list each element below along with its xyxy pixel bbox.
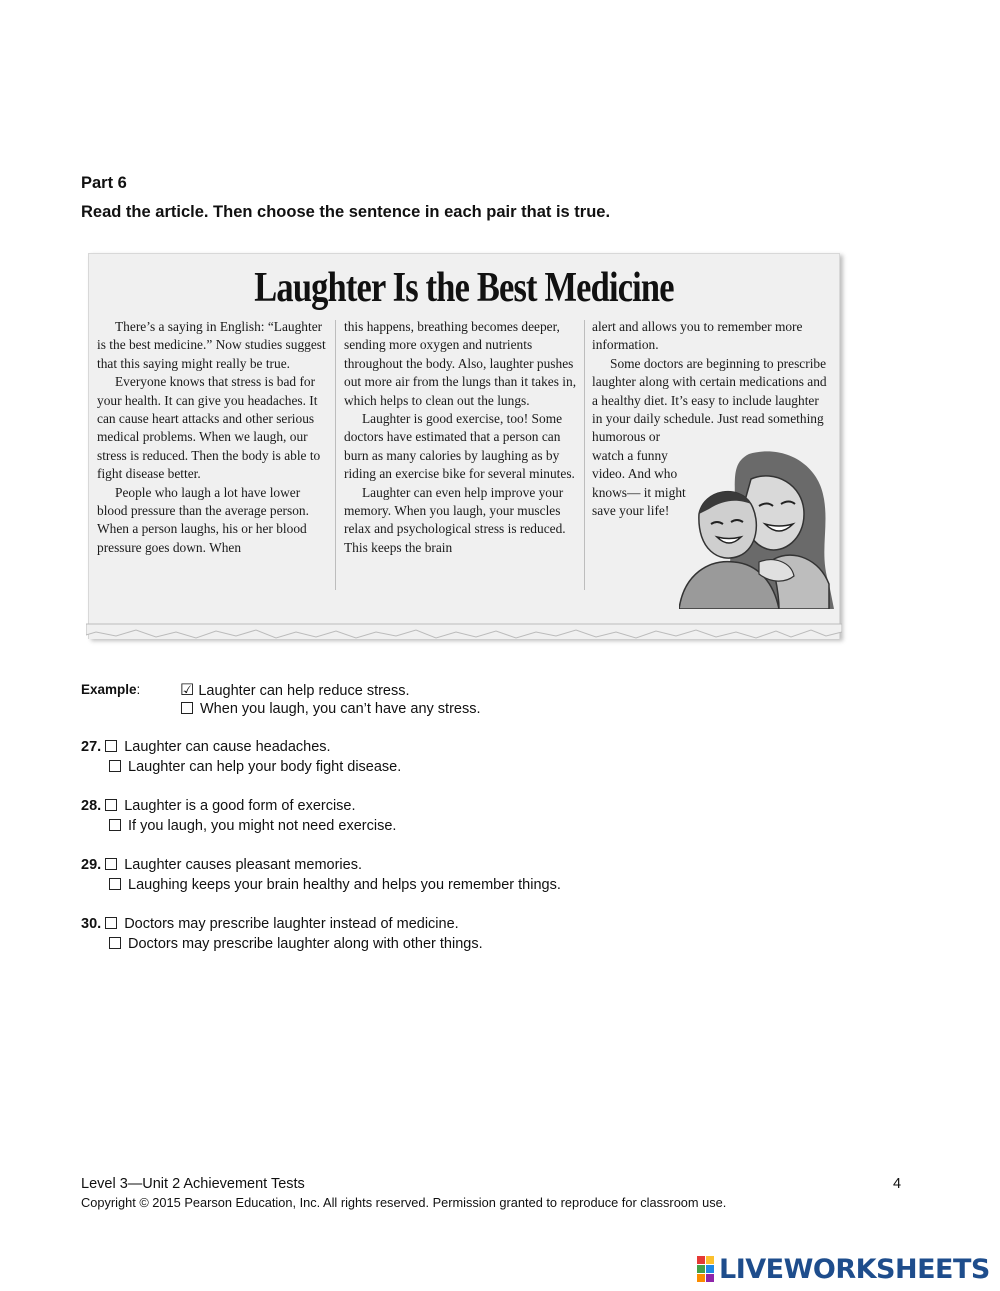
example-option-b-text: When you laugh, you can’t have any stress. xyxy=(200,701,481,717)
column-divider xyxy=(584,320,585,590)
article-paragraph: There’s a saying in English: “Laughter is the best medicine.” Now studies suggest that this saying might really be true. xyxy=(97,319,326,371)
question-number: 28. xyxy=(81,798,102,814)
article-paragraph: Some doctors are beginning to prescribe laughter along with certain medications and a healthy diet. It’s easy to include laughter in your daily schedule. Just read something xyxy=(592,355,827,427)
article-clipping xyxy=(88,253,840,639)
instructions: Read the article. Then choose the sentence in each pair that is true. xyxy=(81,203,611,221)
logo-blocks-icon xyxy=(697,1256,715,1282)
checkbox-icon[interactable] xyxy=(105,917,117,929)
torn-paper-edge xyxy=(86,622,842,648)
question-30-option-b[interactable] xyxy=(109,936,483,952)
checkbox-icon xyxy=(181,702,193,714)
option-text: Doctors may prescribe laughter instead of medicine. xyxy=(124,916,459,932)
column-divider xyxy=(335,320,336,590)
question-29-option-b[interactable] xyxy=(109,877,561,893)
checkbox-icon[interactable] xyxy=(105,858,117,870)
question-27-option-a[interactable] xyxy=(81,739,331,755)
option-text: If you laugh, you might not need exercise. xyxy=(128,818,397,834)
article-column-1 xyxy=(97,318,329,557)
question-30-option-a[interactable] xyxy=(81,916,459,932)
option-text: Laughter can help your body fight disease. xyxy=(128,759,402,775)
article-paragraph: People who laugh a lot have lower blood pressure than the average person. When a person laughs, his or her blood pressure goes down. When xyxy=(97,484,309,555)
checkbox-icon[interactable] xyxy=(105,740,117,752)
question-29-option-a[interactable] xyxy=(81,857,362,873)
option-text: Laughter is a good form of exercise. xyxy=(124,798,356,814)
example-option-b[interactable] xyxy=(181,701,481,717)
part-title: Part 6 xyxy=(81,174,127,192)
article-paragraph: alert and allows you to remember more information. xyxy=(592,319,803,353)
article-paragraph: this happens, breathing becomes deeper, sending more oxygen and nutrients throughout the body. Also, laughter pushes out more air from the lungs than it takes in, which helps to clean out the lungs. xyxy=(344,319,577,408)
option-text: Laughing keeps your brain healthy and helps you remember things. xyxy=(128,877,561,893)
example-label xyxy=(81,682,140,697)
checkbox-icon[interactable] xyxy=(105,799,117,811)
question-27-option-b[interactable] xyxy=(109,759,401,775)
option-text: Laughter causes pleasant memories. xyxy=(124,857,362,873)
copyright-notice: Copyright © 2015 Pearson Education, Inc. All rights reserved. Permission granted to reproduce for classroom use. xyxy=(81,1195,727,1210)
question-number: 27. xyxy=(81,739,102,755)
checkbox-icon[interactable] xyxy=(109,819,121,831)
laughing-family-illustration xyxy=(679,444,834,609)
footer-title: Level 3—Unit 2 Achievement Tests xyxy=(81,1176,305,1192)
example-label-text: Example xyxy=(81,682,137,697)
checkbox-icon[interactable] xyxy=(109,878,121,890)
example-option-a-text: Laughter can help reduce stress. xyxy=(198,683,410,699)
page-number: 4 xyxy=(893,1176,902,1192)
example-colon: : xyxy=(136,682,141,697)
option-text: Laughter can cause headaches. xyxy=(124,739,331,755)
question-28-option-b[interactable] xyxy=(109,818,396,834)
logo-text: LIVEWORKSHEETS xyxy=(719,1253,990,1285)
example-option-a[interactable] xyxy=(180,680,410,700)
article-paragraph: Laughter is good exercise, too! Some doctors have estimated that a person can burn as many calories by laughing as by riding an exercise bike for several minutes. xyxy=(344,411,575,482)
question-28-option-a[interactable] xyxy=(81,798,356,814)
article-paragraph: humorous or watch a funny video. And who knows— it might save your life! xyxy=(592,429,686,519)
article-paragraph: Everyone knows that stress is bad for your health. It can give you headaches. It can cause heart attacks and other serious medical problems. When we laugh, our stress is reduced. Then the body is able to fight disease better. xyxy=(97,374,321,482)
checkbox-icon[interactable] xyxy=(109,937,121,949)
article-title: Laughter Is the Best Medicine xyxy=(254,265,674,311)
article-column-2 xyxy=(344,318,579,557)
article-paragraph: Laughter can even help improve your memory. When you laugh, your muscles relax and psychological stress is reduced. This keeps the brain xyxy=(344,484,566,555)
checked-box-icon: ☑ xyxy=(180,682,195,699)
checkbox-icon[interactable] xyxy=(109,760,121,772)
question-number: 30. xyxy=(81,916,102,932)
option-text: Doctors may prescribe laughter along with other things. xyxy=(128,936,483,952)
question-number: 29. xyxy=(81,857,102,873)
liveworksheets-logo[interactable] xyxy=(697,1255,990,1283)
